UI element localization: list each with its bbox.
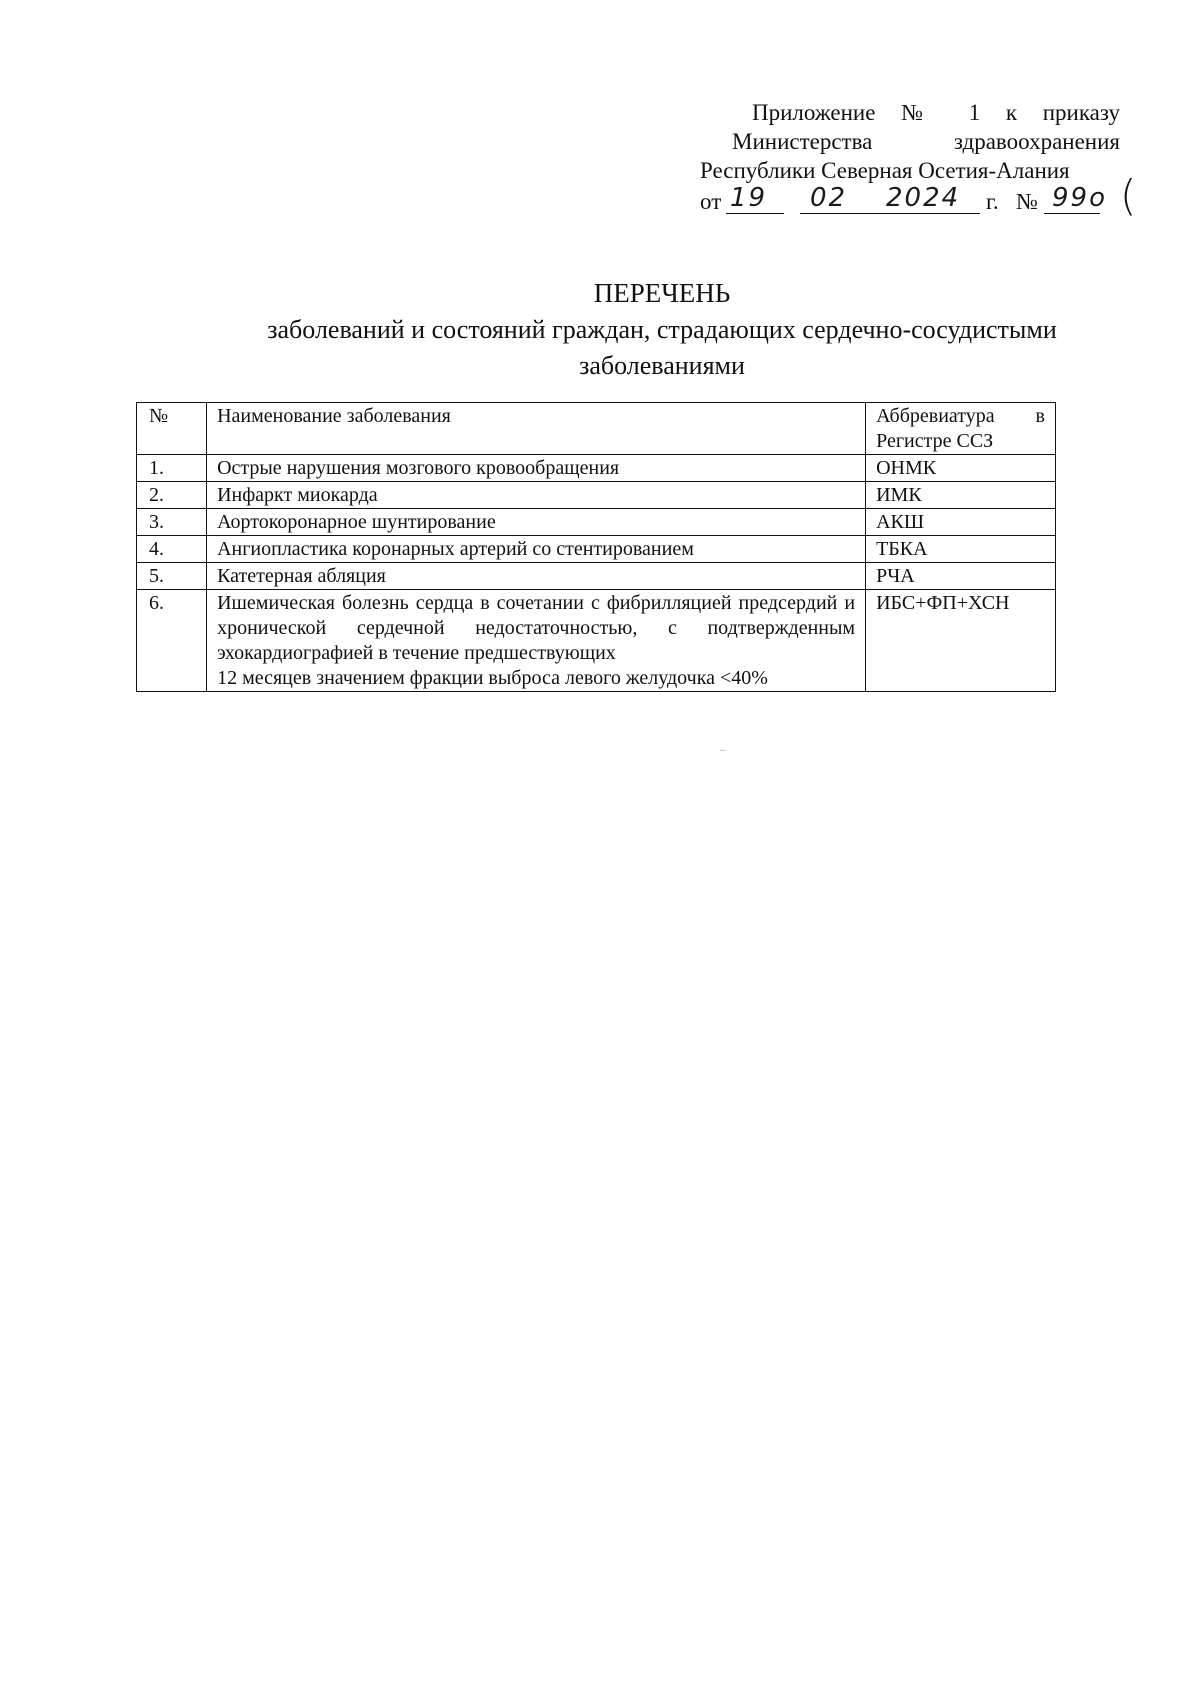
table-row bbox=[137, 455, 1056, 482]
header-abbr-left: Аббревиатура bbox=[876, 405, 995, 427]
row-abbr: ОНМК bbox=[866, 455, 1056, 482]
header-abbr bbox=[866, 403, 1056, 455]
handwritten-month: 02 bbox=[810, 183, 848, 213]
row-name-last-line: 12 месяцев значением фракции выброса левого желудочка <40% bbox=[217, 667, 768, 689]
document-heading: ПЕРЕЧЕНЬ bbox=[593, 278, 731, 308]
handwritten-day: 19 bbox=[730, 183, 768, 213]
header-abbr-right: в bbox=[1035, 405, 1045, 427]
row-num: 2. bbox=[137, 482, 207, 509]
table-row bbox=[137, 536, 1056, 563]
table-row bbox=[137, 509, 1056, 536]
table-row bbox=[137, 563, 1056, 590]
row-name bbox=[207, 590, 866, 692]
row-name: Инфаркт миокарда bbox=[207, 482, 866, 509]
table-row bbox=[137, 482, 1056, 509]
appendix-line-2: Министерства здравоохранения bbox=[732, 129, 1120, 154]
row-num: 5. bbox=[137, 563, 207, 590]
date-day-underline bbox=[726, 213, 784, 214]
row-abbr: АКШ bbox=[866, 509, 1056, 536]
order-date-line bbox=[700, 171, 1160, 225]
row-abbr: РЧА bbox=[866, 563, 1056, 590]
diseases-table bbox=[136, 402, 1056, 692]
document-subtitle: заболеваний и состояний граждан, страдающих сердечно-сосудистыми заболеваниями bbox=[267, 315, 1057, 380]
header-abbr-bottom: Регистре ССЗ bbox=[876, 430, 994, 452]
appendix-line-1: Приложение № 1 к приказу bbox=[752, 100, 1120, 125]
row-name: Ангиопластика коронарных артерий со стентированием bbox=[207, 536, 866, 563]
order-number-underline bbox=[1044, 213, 1100, 214]
row-num: 1. bbox=[137, 455, 207, 482]
date-month-year-underline bbox=[800, 213, 980, 214]
handwritten-year: 2024 bbox=[886, 183, 961, 213]
row-name-text: Ишемическая болезнь сердца в сочетании с фибрилляцией предсердий и хронической сердечной недостаточностью, с подтвержденным эхокардиографией в течение предшествующих bbox=[217, 592, 856, 664]
date-prefix: от bbox=[700, 189, 722, 214]
appendix-reference bbox=[700, 98, 1120, 185]
row-abbr: ИБС+ФП+ХСН bbox=[866, 590, 1056, 692]
row-name: Острые нарушения мозгового кровообращения bbox=[207, 455, 866, 482]
year-suffix: г. bbox=[986, 189, 999, 214]
row-num: 3. bbox=[137, 509, 207, 536]
header-name: Наименование заболевания bbox=[207, 403, 866, 455]
row-abbr: ТБКА bbox=[866, 536, 1056, 563]
row-name: Аортокоронарное шунтирование bbox=[207, 509, 866, 536]
handwritten-order-number: 99о bbox=[1052, 183, 1107, 213]
number-prefix: № bbox=[1016, 189, 1038, 214]
header-num: № bbox=[137, 403, 207, 455]
row-abbr: ИМК bbox=[866, 482, 1056, 509]
scan-speck bbox=[720, 750, 726, 751]
row-num: 6. bbox=[137, 590, 207, 692]
appendix-line-3: Республики Северная Осетия-Алания bbox=[700, 158, 1070, 183]
row-name: Катетерная абляция bbox=[207, 563, 866, 590]
table-row bbox=[137, 590, 1056, 692]
handwritten-mark: ( bbox=[1120, 171, 1137, 220]
table-header-row bbox=[137, 403, 1056, 455]
row-num: 4. bbox=[137, 536, 207, 563]
